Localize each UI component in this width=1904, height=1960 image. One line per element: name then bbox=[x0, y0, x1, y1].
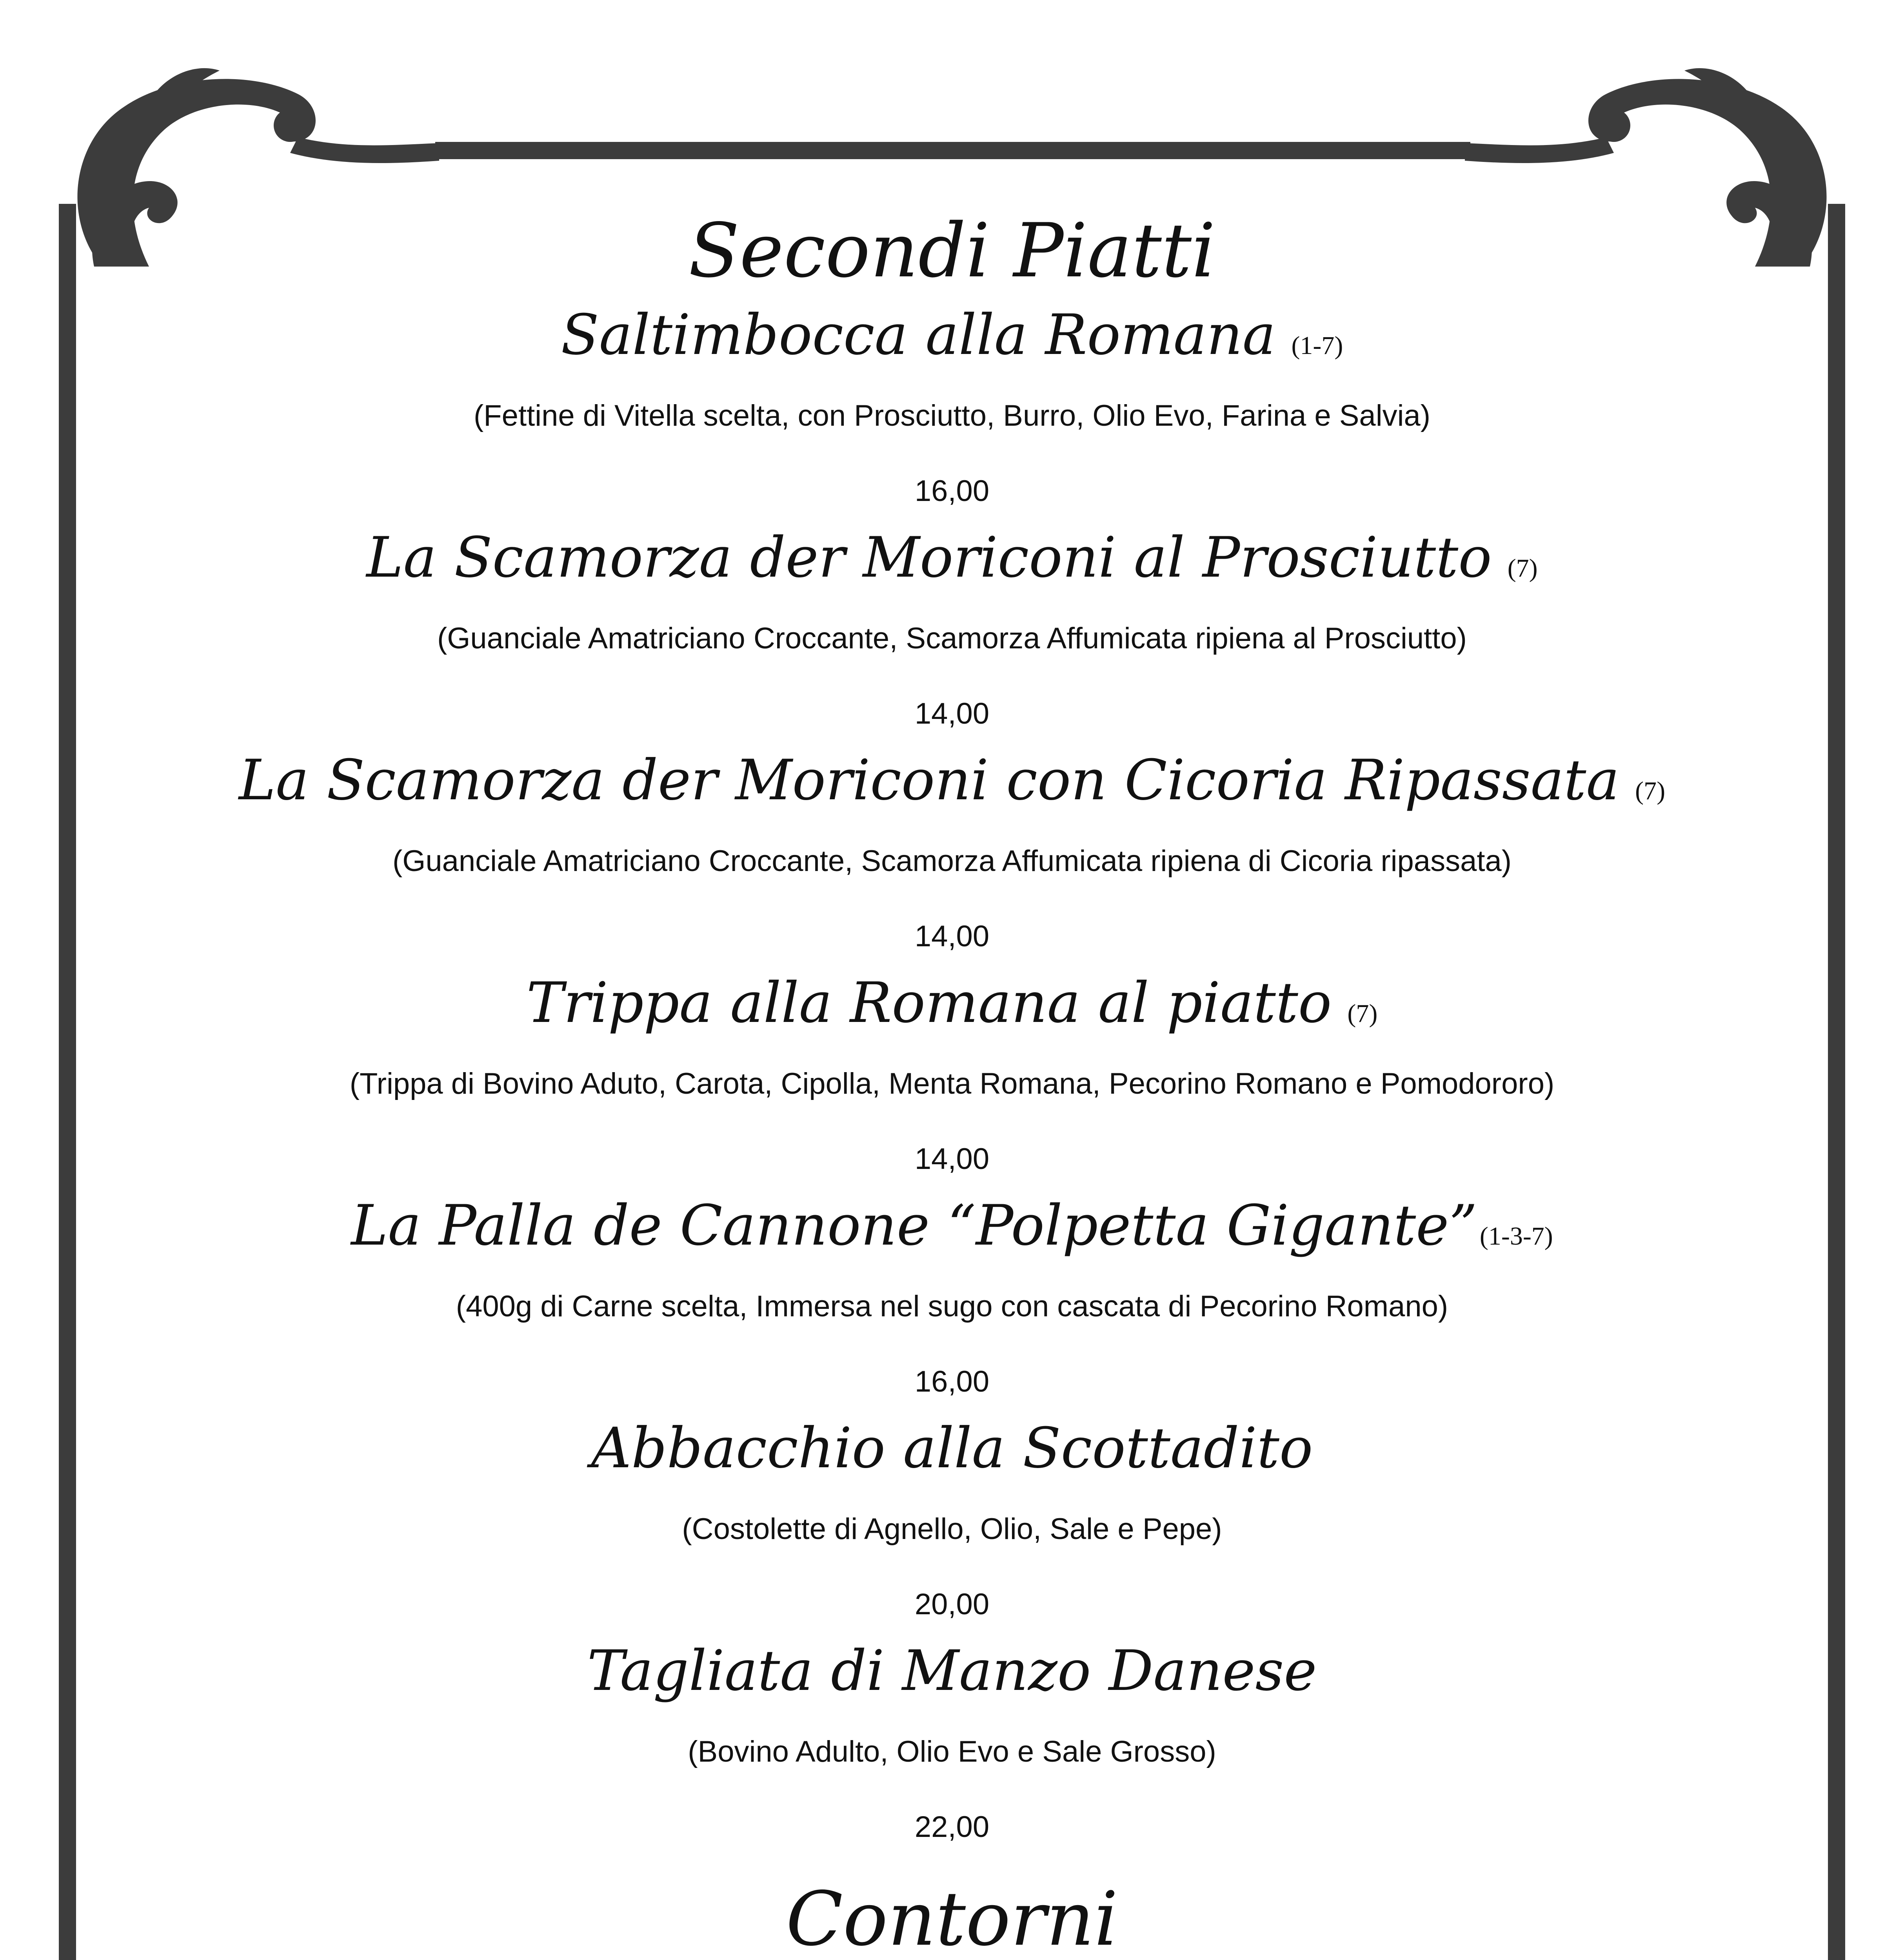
frame-right-border bbox=[1828, 204, 1845, 1960]
dish-price: 14,00 bbox=[914, 697, 990, 730]
dish-item bbox=[118, 1411, 1786, 1626]
dish-description: (Fettine di Vitella scelta, con Prosciutto, Burro, Olio Evo, Farina e Salvia) bbox=[473, 399, 1431, 432]
dish-item bbox=[118, 521, 1786, 735]
dish-price: 20,00 bbox=[914, 1588, 990, 1621]
dish-allergens: (1-3-7) bbox=[1479, 1222, 1553, 1250]
menu-page bbox=[118, 204, 1786, 1960]
dish-item bbox=[118, 1189, 1786, 1403]
dish-name: La Scamorza der Moriconi al Prosciutto bbox=[366, 525, 1492, 590]
dish-description: (400g di Carne scelta, Immersa nel sugo con cascata di Pecorino Romano) bbox=[456, 1290, 1448, 1323]
frame-left-border bbox=[59, 204, 76, 1960]
contorni-title: Contorni bbox=[786, 1876, 1118, 1960]
dish-item bbox=[118, 298, 1786, 513]
dish-description: (Trippa di Bovino Aduto, Carota, Cipolla, Menta Romana, Pecorino Romano e Pomodororo) bbox=[349, 1067, 1555, 1100]
dish-allergens: (7) bbox=[1635, 777, 1666, 805]
dish-name: La Palla de Cannone “Polpetta Gigante” bbox=[351, 1193, 1477, 1258]
dish-item bbox=[118, 1634, 1786, 1849]
dish-price: 16,00 bbox=[914, 1365, 990, 1398]
dish-price: 22,00 bbox=[914, 1810, 990, 1844]
secondi-title: Secondi Piatti bbox=[689, 207, 1215, 294]
dish-description: (Bovino Adulto, Olio Evo e Sale Grosso) bbox=[688, 1735, 1216, 1768]
dish-name: Tagliata di Manzo Danese bbox=[587, 1639, 1317, 1703]
dish-description: (Guanciale Amatriciano Croccante, Scamorza Affumicata ripiena di Cicoria ripassata) bbox=[392, 844, 1512, 878]
dish-price: 16,00 bbox=[914, 474, 990, 508]
dish-allergens: (7) bbox=[1347, 999, 1378, 1028]
dish-allergens: (7) bbox=[1507, 554, 1538, 583]
dish-allergens: (1-7) bbox=[1291, 331, 1343, 360]
dish-price: 14,00 bbox=[914, 920, 990, 953]
dish-name: Saltimbocca alla Romana bbox=[561, 303, 1276, 367]
dish-price: 14,00 bbox=[914, 1142, 990, 1176]
dish-name: La Scamorza der Moriconi con Cicoria Ripassata bbox=[238, 748, 1620, 813]
dish-item bbox=[118, 743, 1786, 958]
dish-description: (Guanciale Amatriciano Croccante, Scamorza Affumicata ripiena al Prosciutto) bbox=[437, 622, 1467, 655]
dish-item bbox=[118, 966, 1786, 1181]
dish-name: Abbacchio alla Scottadito bbox=[591, 1416, 1313, 1481]
dish-description: (Costolette di Agnello, Olio, Sale e Pepe) bbox=[682, 1512, 1222, 1546]
dish-name: Trippa alla Romana al piatto bbox=[526, 971, 1332, 1035]
frame-top-border bbox=[435, 142, 1470, 159]
